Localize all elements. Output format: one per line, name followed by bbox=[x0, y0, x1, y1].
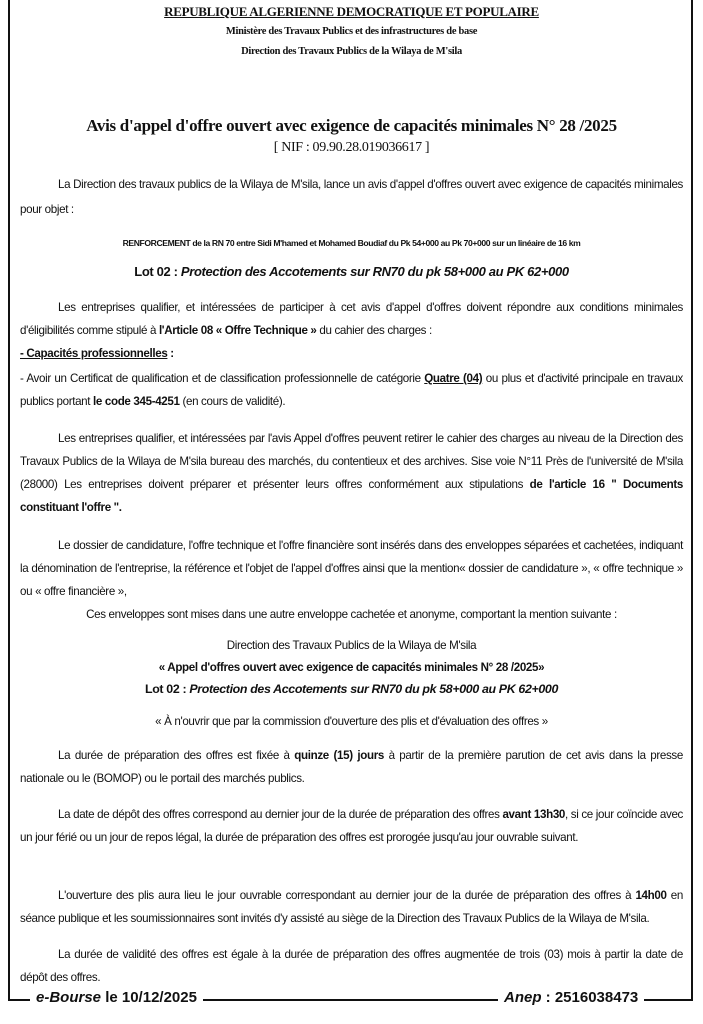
footer-anep: Anep : 2516038473 bbox=[498, 989, 644, 1006]
envelope-do-not-open: « À n'ouvrir que par la commission d'ouverture des plis et d'évaluation des offres » bbox=[155, 715, 548, 728]
validity-paragraph: La durée de validité des offres est égale à la durée de préparation des offres augmentée de trois (03) mois à partir la date de dépôt des offres. bbox=[20, 948, 683, 984]
ministry-header: Ministère des Travaux Publics et des infrastructures de base bbox=[225, 26, 478, 37]
deposit-date-paragraph: La date de dépôt des offres correspond au dernier jour de la durée de préparation des offres avant 13h30, si ce jour coïncide avec un jour férié ou un jour de repos légal, la durée de préparation des offres est prorogée jusqu'au jour ouvrable suivant. bbox=[20, 808, 684, 844]
footer-source: e-Bourse le 10/12/2025 bbox=[30, 989, 203, 1006]
certificate-paragraph: - Avoir un Certificat de qualification et de classification professionnelle de catégorie Quatre (04) ou plus et d'activité principale en travaux publics portant le code 345-4251 (en cours de validité). bbox=[20, 372, 683, 408]
nif: [ NIF : 09.90.28.019036617 ] bbox=[273, 140, 430, 155]
envelope-appel: « Appel d'offres ouvert avec exigence de capacités minimales N° 28 /2025» bbox=[158, 661, 545, 674]
opening-paragraph: L'ouverture des plis aura lieu le jour ouvrable correspondant au dernier jour de la durée de préparation des offres à 14h00 en séance publique et les soumissionnaires sont invités d'y assisté au siège de la Direction des Travaux Publics de la Wilaya de M'sila. bbox=[20, 889, 683, 925]
preparation-duration-paragraph: La durée de préparation des offres est fixée à quinze (15) jours à partir de la première parution de cet avis dans la presse nationale ou le (BOMOP) ou le portail des marchés publics. bbox=[20, 749, 683, 785]
footer bbox=[8, 989, 693, 1011]
envelope-lot: Lot 02 : Protection des Accotements sur RN70 du pk 58+000 au PK 62+000 bbox=[144, 682, 559, 696]
lot-line: Lot 02 : Protection des Accotements sur RN70 du pk 58+000 au PK 62+000 bbox=[134, 264, 569, 279]
eligibility-paragraph: Les entreprises qualifier, et intéressées de participer à cet avis d'appel d'offres doivent répondre aux conditions minimales d'éligibilités comme stipulé à l'Article 08 « Offre Technique » du cahier des charges : bbox=[20, 301, 683, 337]
envelope-mention-intro: Ces enveloppes sont mises dans une autre enveloppe cachetée et anonyme, comportant la mention suivante : bbox=[86, 608, 617, 621]
capacities-heading: - Capacités professionnelles : bbox=[20, 347, 174, 360]
withdrawal-paragraph: Les entreprises qualifier, et intéressées par l'avis Appel d'offres peuvent retirer le cahier des charges au niveau de la Direction des Travaux Publics de la Wilaya de M'sila bureau des marchés, du contentieux et des archives. Sise voie N°11 Près de l'université de M'sila (28000) Les entreprises doivent préparer et présenter leurs offres conformément aux stipulations de l'article 16 " Documents constituant l'offre ". bbox=[20, 432, 683, 514]
envelope-direction: Direction des Travaux Publics de la Wilaya de M'sila bbox=[226, 639, 477, 652]
notice-title: Avis d'appel d'offre ouvert avec exigence de capacités minimales N° 28 /2025 bbox=[86, 116, 617, 135]
direction-header: Direction des Travaux Publics de la Wilaya de M'sila bbox=[241, 46, 462, 57]
envelopes-paragraph: Le dossier de candidature, l'offre technique et l'offre financière sont insérés dans des enveloppes séparées et cachetées, indiquant la dénomination de l'entreprise, la référence et l'objet de l'appel d'offres ainsi que la mention« dossier de candidature », « offre technique » ou « offre financière », bbox=[20, 539, 683, 598]
intro-paragraph: La Direction des travaux publics de la Wilaya de M'sila, lance un avis d'appel d'offres ouvert avec exigence de capacités minimales pour objet : bbox=[20, 178, 683, 216]
republic-header: REPUBLIQUE ALGERIENNE DEMOCRATIQUE ET POPULAIRE bbox=[164, 4, 539, 19]
project-object: RENFORCEMENT de la RN 70 entre Sidi M'hamed et Mohamed Boudiaf du Pk 54+000 au Pk 70+000 sur un linéaire de 16 km bbox=[122, 238, 581, 248]
